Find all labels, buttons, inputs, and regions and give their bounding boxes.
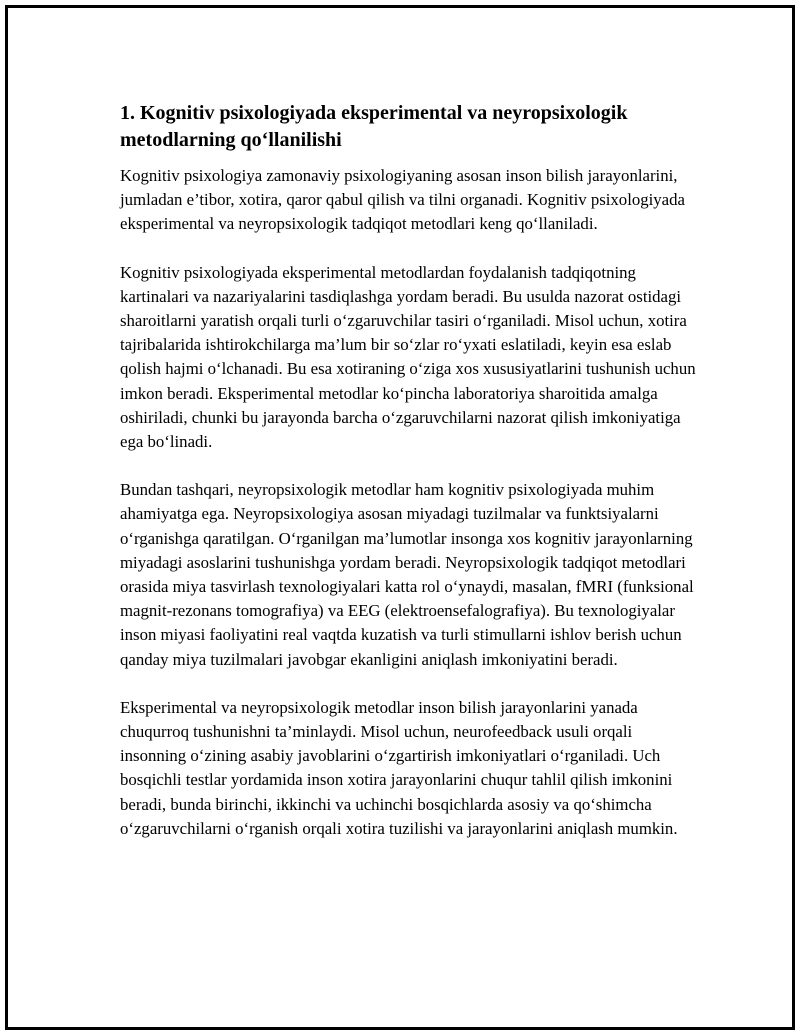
page-frame [5,5,795,1030]
document-body [120,100,700,865]
paragraph-intro: Kognitiv psixologiya zamonaviy psixologiyaning asosan inson bilish jarayonlarini, jumladan e’tibor, xotira, qaror qabul qilish va tilni organadi. Kognitiv psixologiyada eksperimental va neyropsixologik tadqiqot metodlari keng qo‘llaniladi. [120,166,685,234]
section-heading: 1. Kognitiv psixologiyada eksperimental va neyropsixologik metodlarning qo‘llanilishi [120,102,628,151]
paragraph-experimental-methods: Kognitiv psixologiyada eksperimental metodlardan foydalanish tadqiqotning kartinalari va nazariyalarini tasdiqlashga yordam beradi. Bu usulda nazorat ostidagi sharoitlarni yaratish orqali turli o‘zgaruvchilar tasiri o‘rganiladi. Misol uchun, xotira tajribalarida ishtirokchilarga ma’lum bir so‘zlar ro‘yxati eslatiladi, keyin esa eslab qolish hajmi o‘lchanadi. Bu esa xotiraning o‘ziga xos xususiyatlarini tushunish uchun imkon beradi. Eksperimental metodlar ko‘pincha laboratoriya sharoitida amalga oshiriladi, chunki bu jarayonda barcha o‘zgaruvchilarni nazorat qilish imkoniyatiga ega bo‘linadi. [120,262,696,452]
paragraph-neuropsychological-methods: Bundan tashqari, neyropsixologik metodlar ham kognitiv psixologiyada muhim ahamiyatga ega. Neyropsixologiya asosan miyadagi tuzilmalar va funktsiyalarni o‘rganishga qaratilgan. O‘rganilgan ma’lumotlar insonga xos kognitiv jarayonlarning miyadagi asoslarini tushunishga yordam beradi. Neyropsixologik tadqiqot metodlari orasida miya tasvirlash texnologiyalari katta rol o‘ynaydi, masalan, fMRI (funksional magnit-rezonans tomografiya) va EEG (elektroensefalografiya). Bu texnologiyalar inson miyasi faoliyatini real vaqtda kuzatish va turli stimullarni ishlov berish uchun qanday miya tuzilmalari javobgar ekanligini aniqlash imkoniyatini beradi. [120,480,694,669]
paragraph-conclusion: Eksperimental va neyropsixologik metodlar inson bilish jarayonlarini yanada chuqurroq tushunishni ta’minlaydi. Misol uchun, neurofeedback usuli orqali insonning o‘zining asabiy javoblarini o‘zgartirish imkoniyatlari o‘rganiladi. Uch bosqichli testlar yordamida inson xotira jarayonlarini chuqur tahlil qilish imkonini beradi, bunda birinchi, ikkinchi va uchinchi bosqichlarda asosiy va qo‘shimcha o‘zgaruvchilarni o‘rganish orqali xotira tuzilishi va jarayonlarini aniqlash mumkin. [120,697,678,838]
